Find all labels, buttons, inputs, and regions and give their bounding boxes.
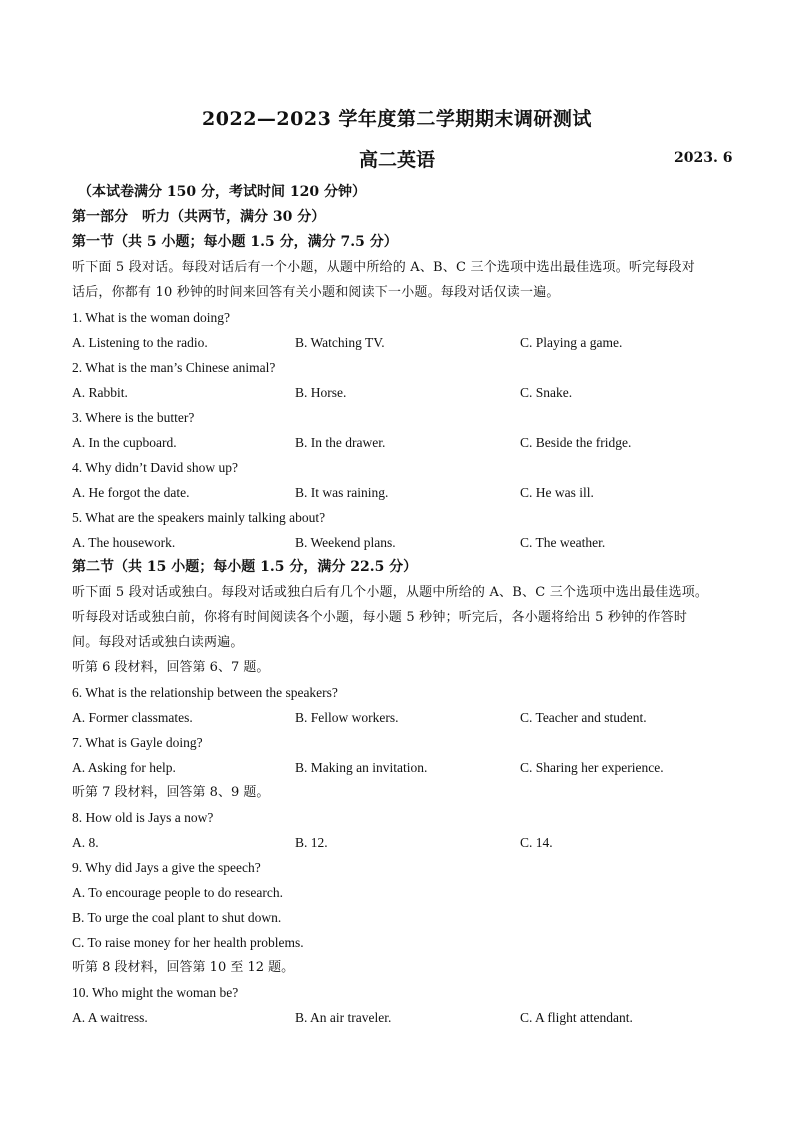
option-c: C. A flight attendant.	[520, 1010, 633, 1025]
option-c: C. To raise money for her health problems.	[72, 935, 304, 950]
option-a: A. Former classmates.	[72, 710, 193, 725]
option-a: A. Asking for help.	[72, 760, 176, 775]
question-6-options	[72, 705, 724, 730]
option-b: B. In the drawer.	[295, 435, 386, 450]
option-b: B. Weekend plans.	[295, 535, 396, 550]
option-a: A. The housework.	[72, 535, 176, 550]
option-a: A. In the cupboard.	[72, 435, 177, 450]
option-c: C. Playing a game.	[520, 335, 623, 350]
material-8-label: 听第 8 段材料，回答第 10 至 12 题。	[72, 960, 295, 975]
option-b: B. 12.	[295, 835, 328, 850]
instruction-line: 听下面 5 段对话或独白。每段对话或独白后有几个小题，从题中所给的 A、B、C 三个选项中选出最佳选项。	[72, 585, 709, 600]
question-9: 9. Why did Jays a give the speech?	[72, 860, 261, 875]
instruction-line: 话后，你都有 10 秒钟的时间来回答有关小题和阅读下一小题。每段对话仅读一遍。	[72, 285, 560, 300]
question-7-options	[72, 755, 724, 780]
option-a: A. 8.	[72, 835, 99, 850]
exam-date: 2023. 6	[674, 150, 733, 166]
question-8: 8. How old is Jays a now?	[72, 810, 214, 825]
option-b: B. Fellow workers.	[295, 710, 399, 725]
option-c: C. Snake.	[520, 385, 573, 400]
section1-instructions	[72, 255, 724, 305]
question-8-options	[72, 830, 724, 855]
option-a: A. Listening to the radio.	[72, 335, 208, 350]
option-a: A. Rabbit.	[72, 385, 128, 400]
option-b: B. It was raining.	[295, 485, 389, 500]
instruction-line: 间。每段对话或独白读两遍。	[72, 635, 244, 650]
material-6-label: 听第 6 段材料，回答第 6、7 题。	[72, 660, 270, 675]
question-5-options	[72, 530, 724, 555]
question-2-options	[72, 380, 724, 405]
section2-instructions	[72, 580, 724, 655]
question-1: 1. What is the woman doing?	[72, 310, 230, 325]
question-6: 6. What is the relationship between the speakers?	[72, 685, 338, 700]
option-c: C. Beside the fridge.	[520, 435, 632, 450]
exam-subtitle: 高二英语	[358, 149, 435, 171]
question-7: 7. What is Gayle doing?	[72, 735, 203, 750]
option-b: B. Horse.	[295, 385, 347, 400]
question-1-options	[72, 330, 724, 355]
question-4: 4. Why didn’t David show up?	[72, 460, 238, 475]
exam-note: （本试卷满分 150 分，考试时间 120 分钟）	[78, 184, 366, 200]
exam-title: 2022—2023 学年度第二学期期末调研测试	[202, 108, 592, 130]
option-b: B. To urge the coal plant to shut down.	[72, 910, 282, 925]
option-b: B. Making an invitation.	[295, 760, 428, 775]
part1-heading: 第一部分 听力（共两节，满分 30 分）	[72, 209, 326, 225]
question-2: 2. What is the man’s Chinese animal?	[72, 360, 276, 375]
option-b: B. An air traveler.	[295, 1010, 392, 1025]
option-c: C. Sharing her experience.	[520, 760, 664, 775]
option-a: A. To encourage people to do research.	[72, 885, 283, 900]
section2-heading: 第二节（共 15 小题；每小题 1.5 分，满分 22.5 分）	[72, 559, 418, 575]
question-10: 10. Who might the woman be?	[72, 985, 239, 1000]
option-c: C. He was ill.	[520, 485, 594, 500]
option-c: C. Teacher and student.	[520, 710, 647, 725]
exam-content	[72, 180, 724, 1030]
option-a: A. He forgot the date.	[72, 485, 190, 500]
question-3-options	[72, 430, 724, 455]
question-3: 3. Where is the butter?	[72, 410, 195, 425]
option-c: C. 14.	[520, 835, 553, 850]
instruction-line: 听每段对话或独白前，你将有时间阅读各个小题，每小题 5 秒钟；听完后，各小题将给出 5 秒钟的作答时	[72, 610, 688, 625]
instruction-line: 听下面 5 段对话。每段对话后有一个小题，从题中所给的 A、B、C 三个选项中选出最佳选项。听完每段对	[72, 260, 695, 275]
question-4-options	[72, 480, 724, 505]
option-a: A. A waitress.	[72, 1010, 148, 1025]
section1-heading: 第一节（共 5 小题；每小题 1.5 分，满分 7.5 分）	[72, 234, 398, 250]
question-10-options	[72, 1005, 724, 1030]
material-7-label: 听第 7 段材料，回答第 8、9 题。	[72, 785, 270, 800]
question-5: 5. What are the speakers mainly talking about?	[72, 510, 326, 525]
option-b: B. Watching TV.	[295, 335, 385, 350]
option-c: C. The weather.	[520, 535, 606, 550]
